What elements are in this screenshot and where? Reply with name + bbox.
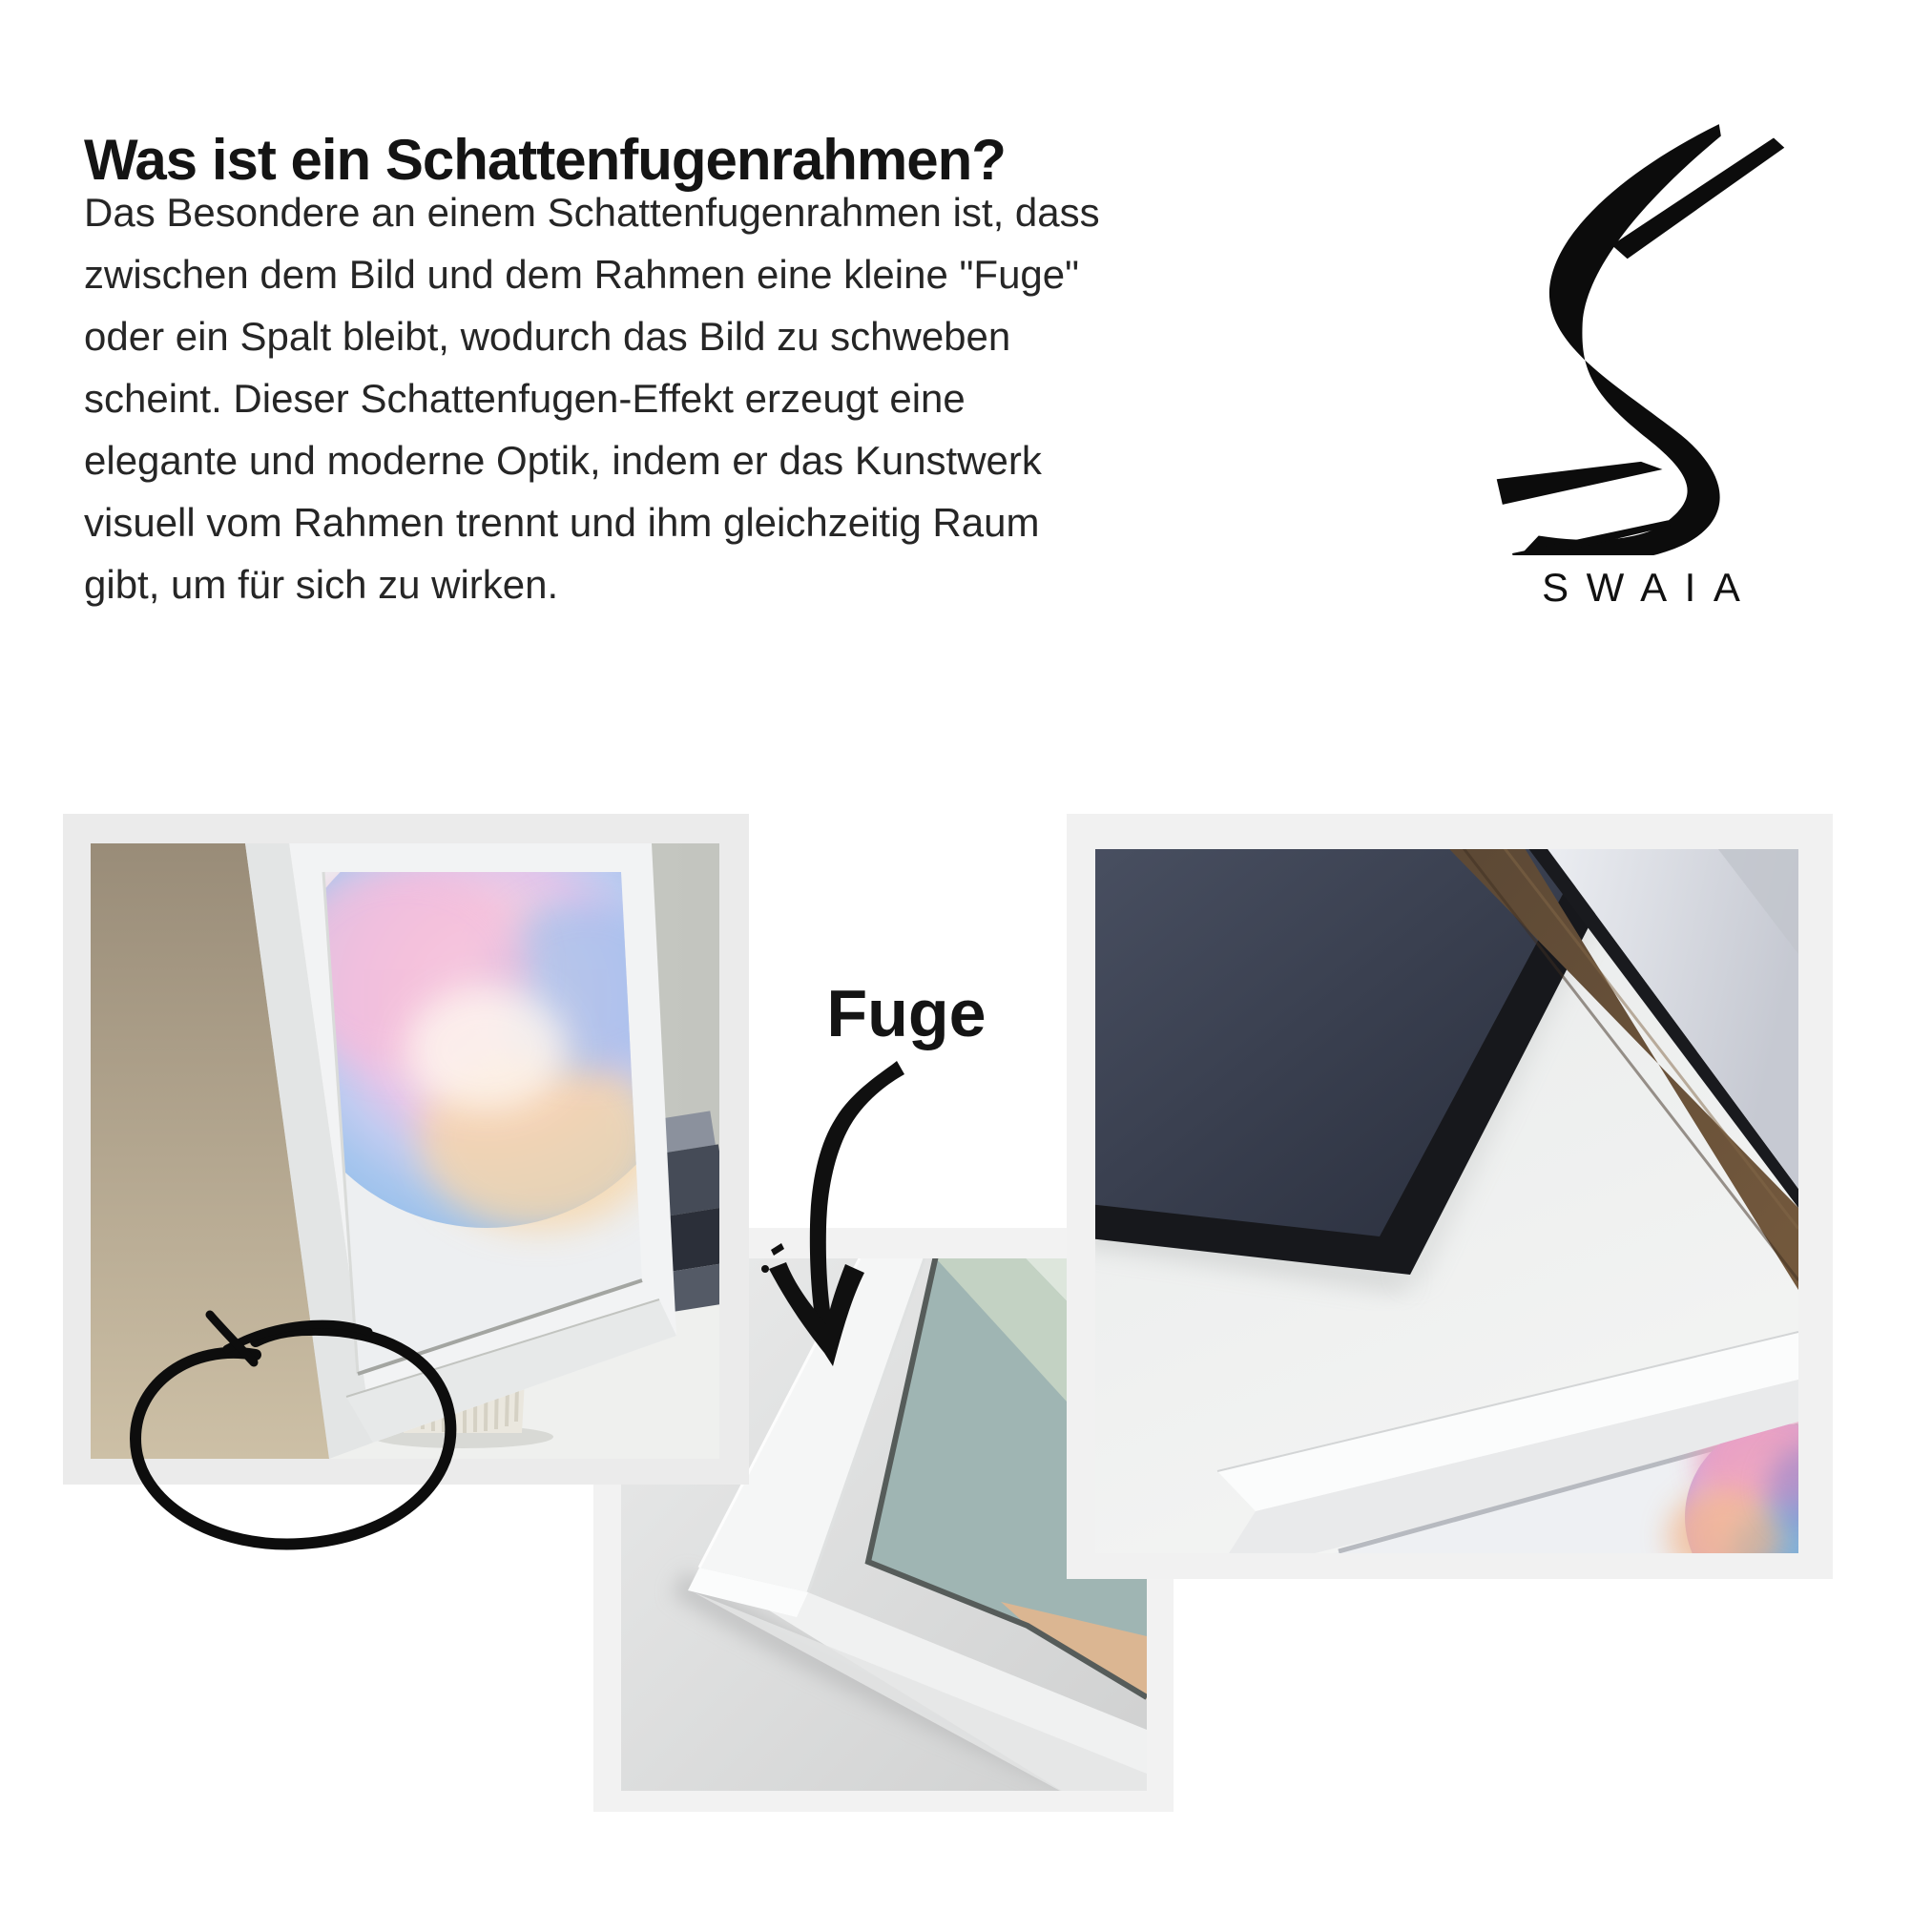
- hand-drawn-circle-annotation: [113, 1305, 475, 1563]
- brush-arrow-icon: [742, 1048, 924, 1381]
- brand-name: SWAIA: [1542, 565, 1758, 610]
- paragraph-line: visuell vom Rahmen trennt und ihm gleichzeitig Raum: [84, 500, 1040, 545]
- paragraph-line: gibt, um für sich zu wirken.: [84, 562, 559, 607]
- fuge-label: Fuge: [826, 976, 987, 1050]
- paragraph-line: zwischen dem Bild und dem Rahmen eine kleine "Fuge": [84, 252, 1080, 297]
- paragraph-line: Das Besondere an einem Schattenfugenrahmen ist, dass: [84, 190, 1100, 235]
- intro-paragraph: [84, 181, 1181, 615]
- paragraph-line: oder ein Spalt bleibt, wodurch das Bild zu schweben: [84, 314, 1011, 359]
- logo-s-mark-icon: [1493, 116, 1789, 555]
- paragraph-line: scheint. Dieser Schattenfugen-Effekt erzeugt eine: [84, 376, 966, 421]
- brand-logo: [1469, 116, 1813, 611]
- paragraph-line: elegante und moderne Optik, indem er das Kunstwerk: [84, 438, 1042, 483]
- page-title: Was ist ein Schattenfugenrahmen?: [84, 128, 1006, 193]
- photo-panel-frame-flatlay: [1067, 814, 1833, 1579]
- photo-three-frames-flatlay: [1095, 849, 1798, 1553]
